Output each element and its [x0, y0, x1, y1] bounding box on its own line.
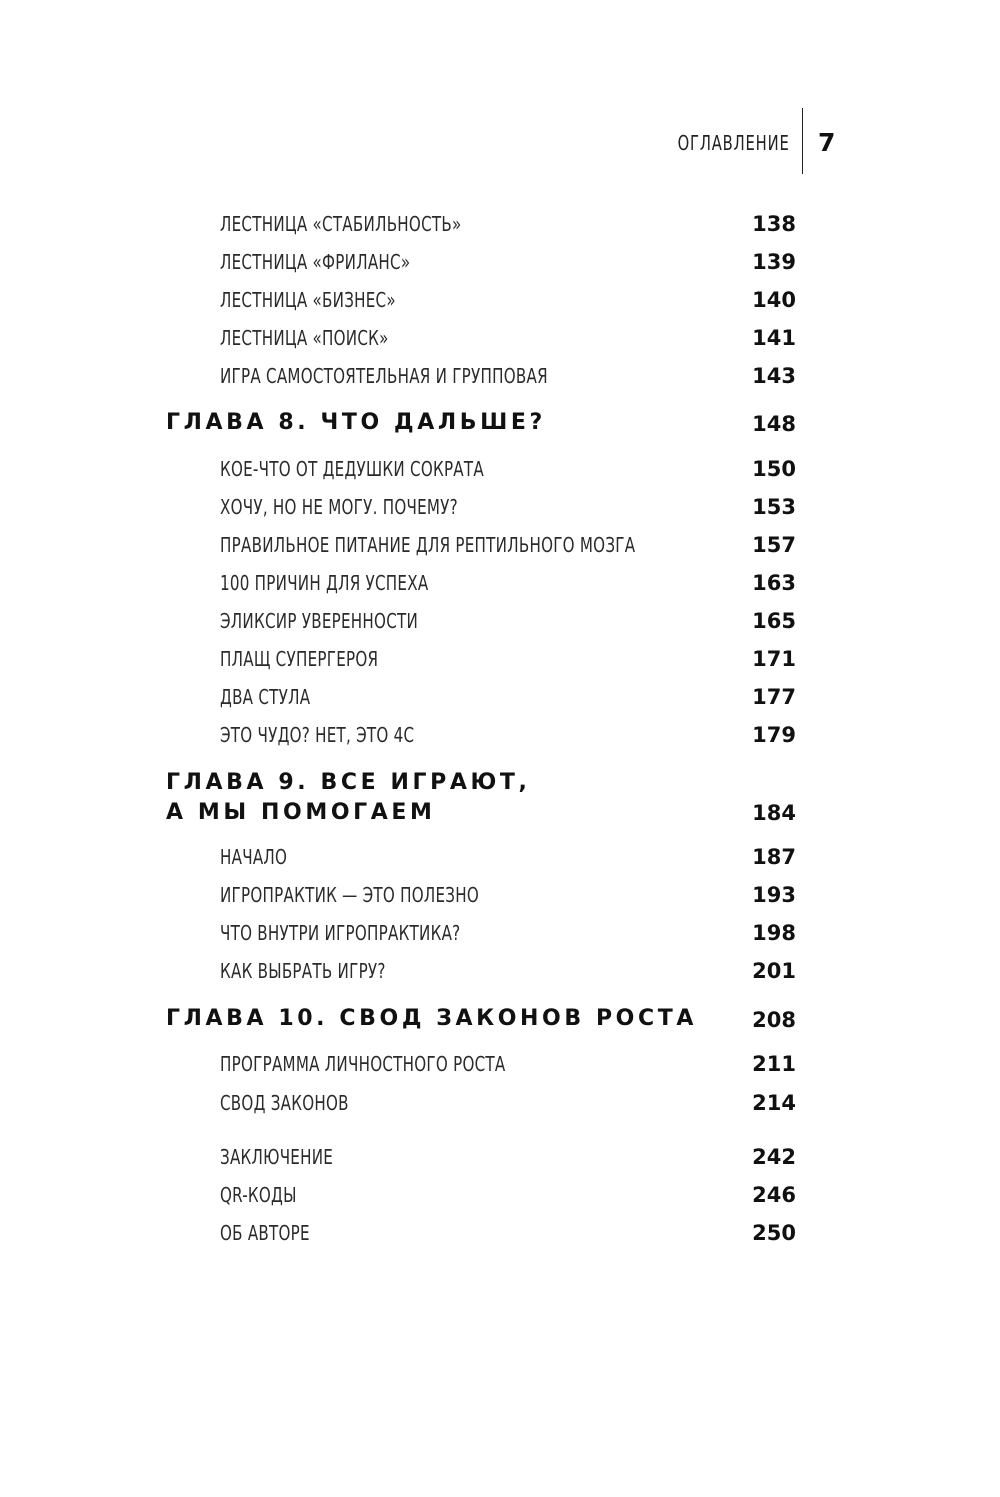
toc-entry-page: 153	[752, 495, 796, 519]
chapter-title-line-1: ГЛАВА 9. ВСЕ ИГРАЮТ,	[166, 770, 531, 795]
toc-entry-page: 198	[752, 921, 796, 945]
toc-entry-page: 165	[752, 609, 796, 633]
toc-entry-title: QR-КОДЫ	[220, 1183, 297, 1207]
toc-entry-title: ИГРОПРАКТИК — ЭТО ПОЛЕЗНО	[220, 883, 479, 907]
toc-entry-page: 177	[752, 685, 796, 709]
toc-entry-title: ЧТО ВНУТРИ ИГРОПРАКТИКА?	[220, 921, 461, 945]
toc-entry-title: ПРОГРАММА ЛИЧНОСТНОГО РОСТА	[220, 1052, 506, 1076]
toc-entry-title: ЛЕСТНИЦА «БИЗНЕС»	[220, 288, 396, 312]
toc-entry-page: 163	[752, 571, 796, 595]
toc-entry-title: ЛЕСТНИЦА «ФРИЛАНС»	[220, 250, 411, 274]
page-number: 7	[818, 128, 836, 157]
toc-entry-title: СВОД ЗАКОНОВ	[220, 1091, 349, 1115]
chapter-title: ГЛАВА 8. ЧТО ДАЛЬШЕ?	[166, 410, 546, 435]
toc-entry-page: 138	[752, 212, 796, 236]
toc-entry-title: ЭТО ЧУДО? НЕТ, ЭТО 4С	[220, 723, 415, 747]
toc-entry-title: ПЛАЩ СУПЕРГЕРОЯ	[220, 647, 379, 671]
toc-entry-page: 139	[752, 250, 796, 274]
toc-entry-page: 157	[752, 533, 796, 557]
toc-entry-title: ДВА СТУЛА	[220, 685, 311, 709]
toc-entry-page: 242	[752, 1145, 796, 1169]
toc-entry-title: ЭЛИКСИР УВЕРЕННОСТИ	[220, 609, 419, 633]
chapter-title: ГЛАВА 10. СВОД ЗАКОНОВ РОСТА	[166, 1006, 697, 1031]
toc-entry-title: 100 ПРИЧИН ДЛЯ УСПЕХА	[220, 571, 429, 595]
toc-entry-title: ЛЕСТНИЦА «ПОИСК»	[220, 326, 389, 350]
running-head-divider	[802, 108, 803, 174]
toc-entry-title: КОЕ-ЧТО ОТ ДЕДУШКИ СОКРАТА	[220, 457, 484, 481]
toc-entry-page: 201	[752, 959, 796, 983]
toc-entry-page: 250	[752, 1221, 796, 1245]
chapter-page: 208	[752, 1008, 796, 1032]
toc-entry-page: 141	[752, 326, 796, 350]
chapter-title-line-2: А МЫ ПОМОГАЕМ	[166, 800, 436, 825]
toc-entry-page: 211	[752, 1052, 796, 1076]
chapter-page: 148	[752, 412, 796, 436]
toc-entry-title: ЗАКЛЮЧЕНИЕ	[220, 1145, 334, 1169]
toc-entry-page: 140	[752, 288, 796, 312]
toc-entry-title: КАК ВЫБРАТЬ ИГРУ?	[220, 959, 386, 983]
toc-entry-page: 179	[752, 723, 796, 747]
running-head-title: ОГЛАВЛЕНИЕ	[677, 131, 790, 155]
toc-entry-page: 143	[752, 364, 796, 388]
toc-entry-title: ИГРА САМОСТОЯТЕЛЬНАЯ И ГРУППОВАЯ	[220, 364, 548, 388]
toc-entry-page: 171	[752, 647, 796, 671]
toc-entry-title: НАЧАЛО	[220, 845, 288, 869]
toc-entry-title: ОБ АВТОРЕ	[220, 1221, 310, 1245]
toc-entry-page: 150	[752, 457, 796, 481]
running-head	[0, 0, 1000, 200]
toc-entry-title: ПРАВИЛЬНОЕ ПИТАНИЕ ДЛЯ РЕПТИЛЬНОГО МОЗГА	[220, 533, 636, 557]
chapter-page: 184	[752, 801, 796, 825]
toc-entry-page: 246	[752, 1183, 796, 1207]
toc-entry-page: 214	[752, 1091, 796, 1115]
toc-entry-page: 187	[752, 845, 796, 869]
toc-entry-title: ЛЕСТНИЦА «СТАБИЛЬНОСТЬ»	[220, 212, 462, 236]
toc-entry-page: 193	[752, 883, 796, 907]
toc-entry-title: ХОЧУ, НО НЕ МОГУ. ПОЧЕМУ?	[220, 495, 458, 519]
